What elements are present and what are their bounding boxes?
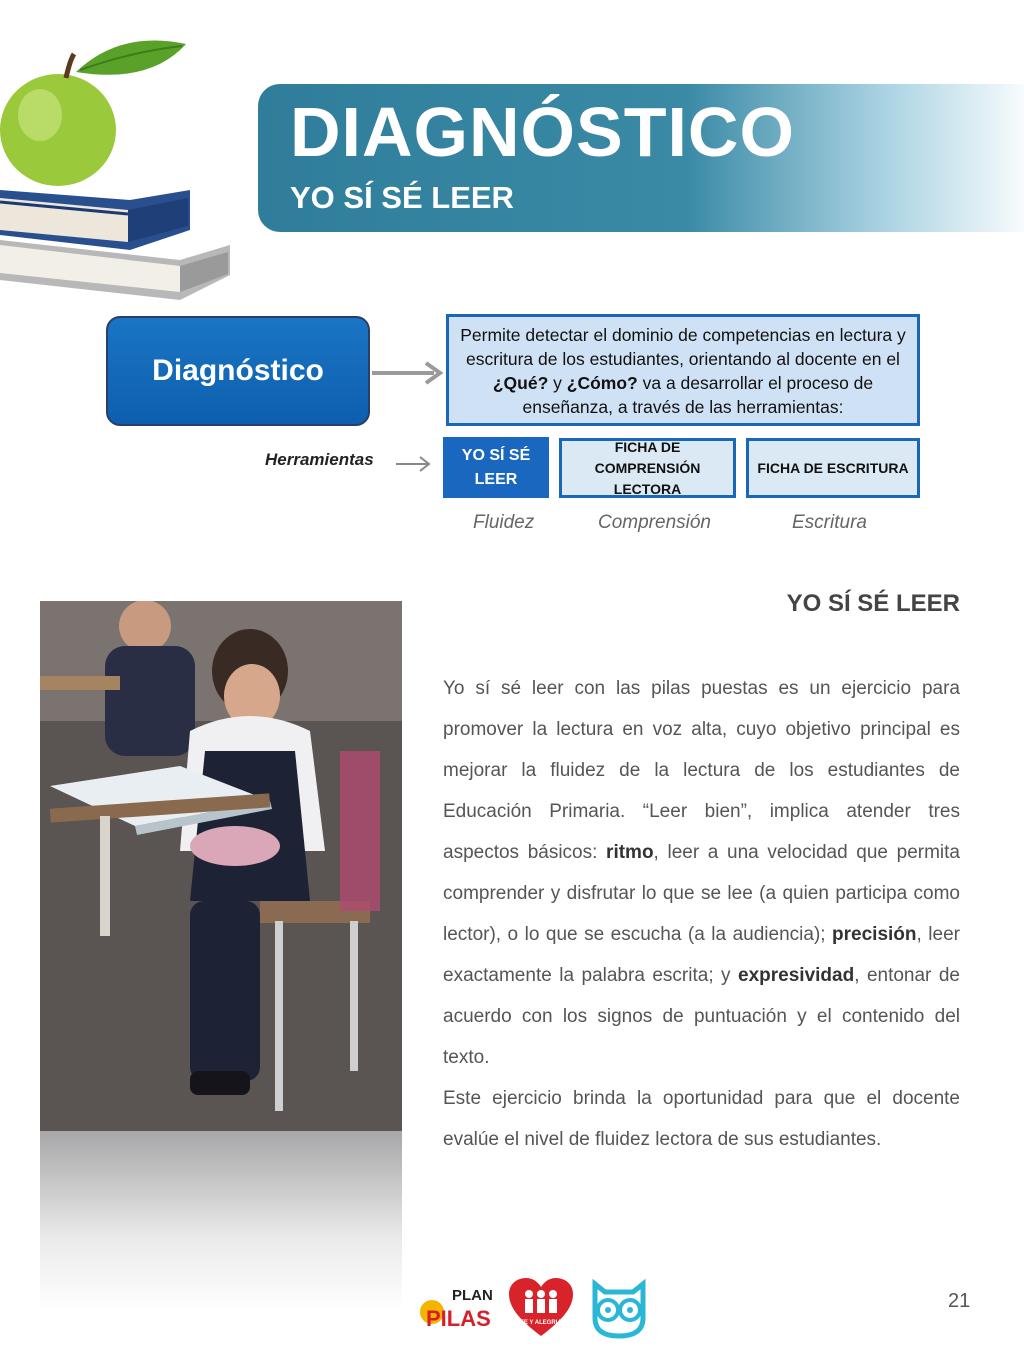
tool-yo-si-se-leer: YO SÍ SÉ LEER xyxy=(443,437,549,498)
section-title: YO SÍ SÉ LEER xyxy=(786,590,960,617)
caption-escritura: Escritura xyxy=(792,512,867,533)
arrow-right-icon xyxy=(372,358,448,388)
svg-text:PILAS: PILAS xyxy=(426,1306,491,1331)
svg-text:PLAN: PLAN xyxy=(452,1287,493,1304)
tool-ficha-escritura: FICHA DE ESCRITURA xyxy=(746,438,920,498)
caption-comprension: Comprensión xyxy=(598,512,711,533)
diagnostico-box: Diagnóstico xyxy=(106,316,370,426)
paragraph-1: Yo sí sé leer con las pilas puestas es un ejercicio para promover la lectura en voz alta, cuyo objetivo principal es mejorar la fluidez de la lectura de los estudiantes de Educación Primaria. “Leer bien”, implica atender tres aspectos básicos: ritmo, leer a una velocidad que permita comprender y disfrutar lo que se lee (a quien participa como lector), o lo que se escucha (a la audiencia); precisión, leer exactamente la palabra escrita; y expresividad, entonar de acuerdo con los signos de puntuación y el contenido del texto. xyxy=(443,678,960,1068)
paragraph-2: Este ejercicio brinda la oportunidad para que el docente evalúe el nivel de fluidez lectora de sus estudiantes. xyxy=(443,1088,960,1150)
page-title: DIAGNÓSTICO xyxy=(290,93,795,171)
page-number: 21 xyxy=(948,1290,971,1312)
arrow-right-icon xyxy=(396,455,432,473)
caption-fluidez: Fluidez xyxy=(473,512,535,533)
section-body xyxy=(443,668,960,1160)
fe-y-alegria-logo xyxy=(507,1276,575,1338)
diagnostico-description: Permite detectar el dominio de competencias en lectura y escritura de los estudiantes, orientando al docente en el ¿Qué? y ¿Cómo? va a desarrollar el proceso de enseñanza, a través de las herramientas: xyxy=(446,314,920,426)
apple-books-illustration xyxy=(0,30,240,310)
tool-ficha-comprension: FICHA DE COMPRENSIÓN LECTORA xyxy=(559,438,736,498)
student-reading-photo xyxy=(40,601,402,1131)
page-subtitle: YO SÍ SÉ LEER xyxy=(290,180,514,215)
photo-reflection xyxy=(40,1131,402,1311)
plan-pilas-logo xyxy=(418,1282,496,1332)
herramientas-label: Herramientas xyxy=(265,450,374,469)
svg-text:FE Y ALEGRIA: FE Y ALEGRIA xyxy=(520,1320,562,1326)
owl-logo xyxy=(587,1278,651,1340)
